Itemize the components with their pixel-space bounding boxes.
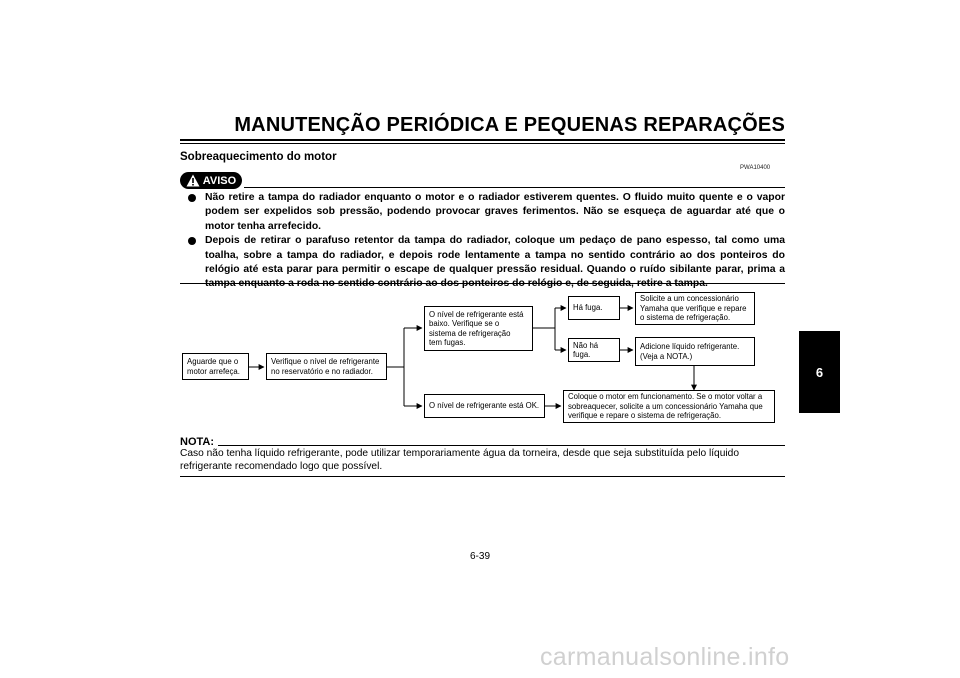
section-code: PWA10400 — [740, 165, 771, 171]
flow-line: O nível de refrigerante está — [429, 309, 524, 319]
flow-box-level-ok — [424, 394, 545, 418]
flow-line: Não há fuga. — [573, 340, 599, 359]
flow-line: Solicite a um concessionário — [640, 294, 739, 304]
flow-line: Coloque o motor em funcionamento. Se o motor voltar a — [568, 392, 763, 402]
flow-box-leak — [568, 296, 620, 320]
flow-line: Há fuga. — [573, 303, 603, 313]
flow-line: baixo. Verifique se o — [429, 319, 500, 329]
flow-line: Adicione líquido refrigerante. — [640, 342, 740, 352]
flow-line: Verifique o nível de refrigerante — [271, 357, 380, 367]
note-text: Caso não tenha líquido refrigerante, pode utilizar temporariamente água da torneira, desde que seja substituída pelo líquido refrigerante recomendado logo que possível. — [180, 448, 739, 472]
note-rule — [218, 445, 785, 446]
flow-line: sistema de refrigeração — [429, 328, 511, 338]
flow-line: motor arrefeça. — [187, 366, 240, 376]
flow-box-check-level — [266, 353, 387, 380]
warning-item-text: Depois de retirar o parafuso retentor da tampa do radiador, coloque um pedaço de pano espesso, tal como uma toalha, sobre a tampa do radiador, e depois rode lentamente a tampa no sentido contrário ao dos ponteiros do relógio até esta parar para permitir o escape de qualquer pressão residual. Quando o ruído sibilante parar, prima a — [205, 235, 785, 276]
flow-line: verifique e repare o sistema de refrigeração. — [568, 411, 721, 421]
flow-box-run-engine — [563, 390, 775, 423]
flow-line: tem fugas. — [429, 337, 466, 347]
flow-line: Yamaha que verifique e repare — [640, 303, 747, 313]
flow-line: Aguarde que o — [187, 357, 239, 367]
flow-line: no reservatório e no radiador. — [271, 366, 373, 376]
page-number: 6-39 — [469, 551, 490, 562]
flow-line: (Veja a NOTA.) — [640, 351, 693, 361]
chapter-tab: 6 — [799, 331, 840, 413]
flow-box-dealer-check — [635, 292, 755, 325]
page-title: MANUTENÇÃO PERIÓDICA E PEQUENAS REPARAÇÕES — [234, 114, 785, 136]
flow-box-no-leak — [568, 338, 620, 362]
watermark: carmanualsonline.info — [540, 643, 790, 671]
flow-line: sobreaquecer, solicite a um concessionário Yamaha que — [568, 401, 763, 411]
flow-line: o sistema de refrigeração. — [640, 313, 731, 323]
warning-label: AVISO — [202, 174, 237, 187]
flow-box-wait — [182, 353, 249, 380]
warning-item-text: Não retire a tampa do radiador enquanto o motor e o radiador estiverem quentes. O fluido muito quente e o vapor podem ser expelidos sob pressão, podendo provocar graves ferimentos. Não se esqueça de aguardar até que o motor tenha arrefecido. — [205, 192, 785, 232]
note-end-rule — [180, 476, 785, 477]
flow-line: O nível de refrigerante está OK. — [429, 401, 540, 411]
flow-box-level-low — [424, 306, 533, 351]
section-heading: Sobreaquecimento do motor — [180, 151, 337, 163]
flow-box-add-coolant — [635, 337, 755, 366]
note-label: NOTA: — [180, 436, 215, 448]
